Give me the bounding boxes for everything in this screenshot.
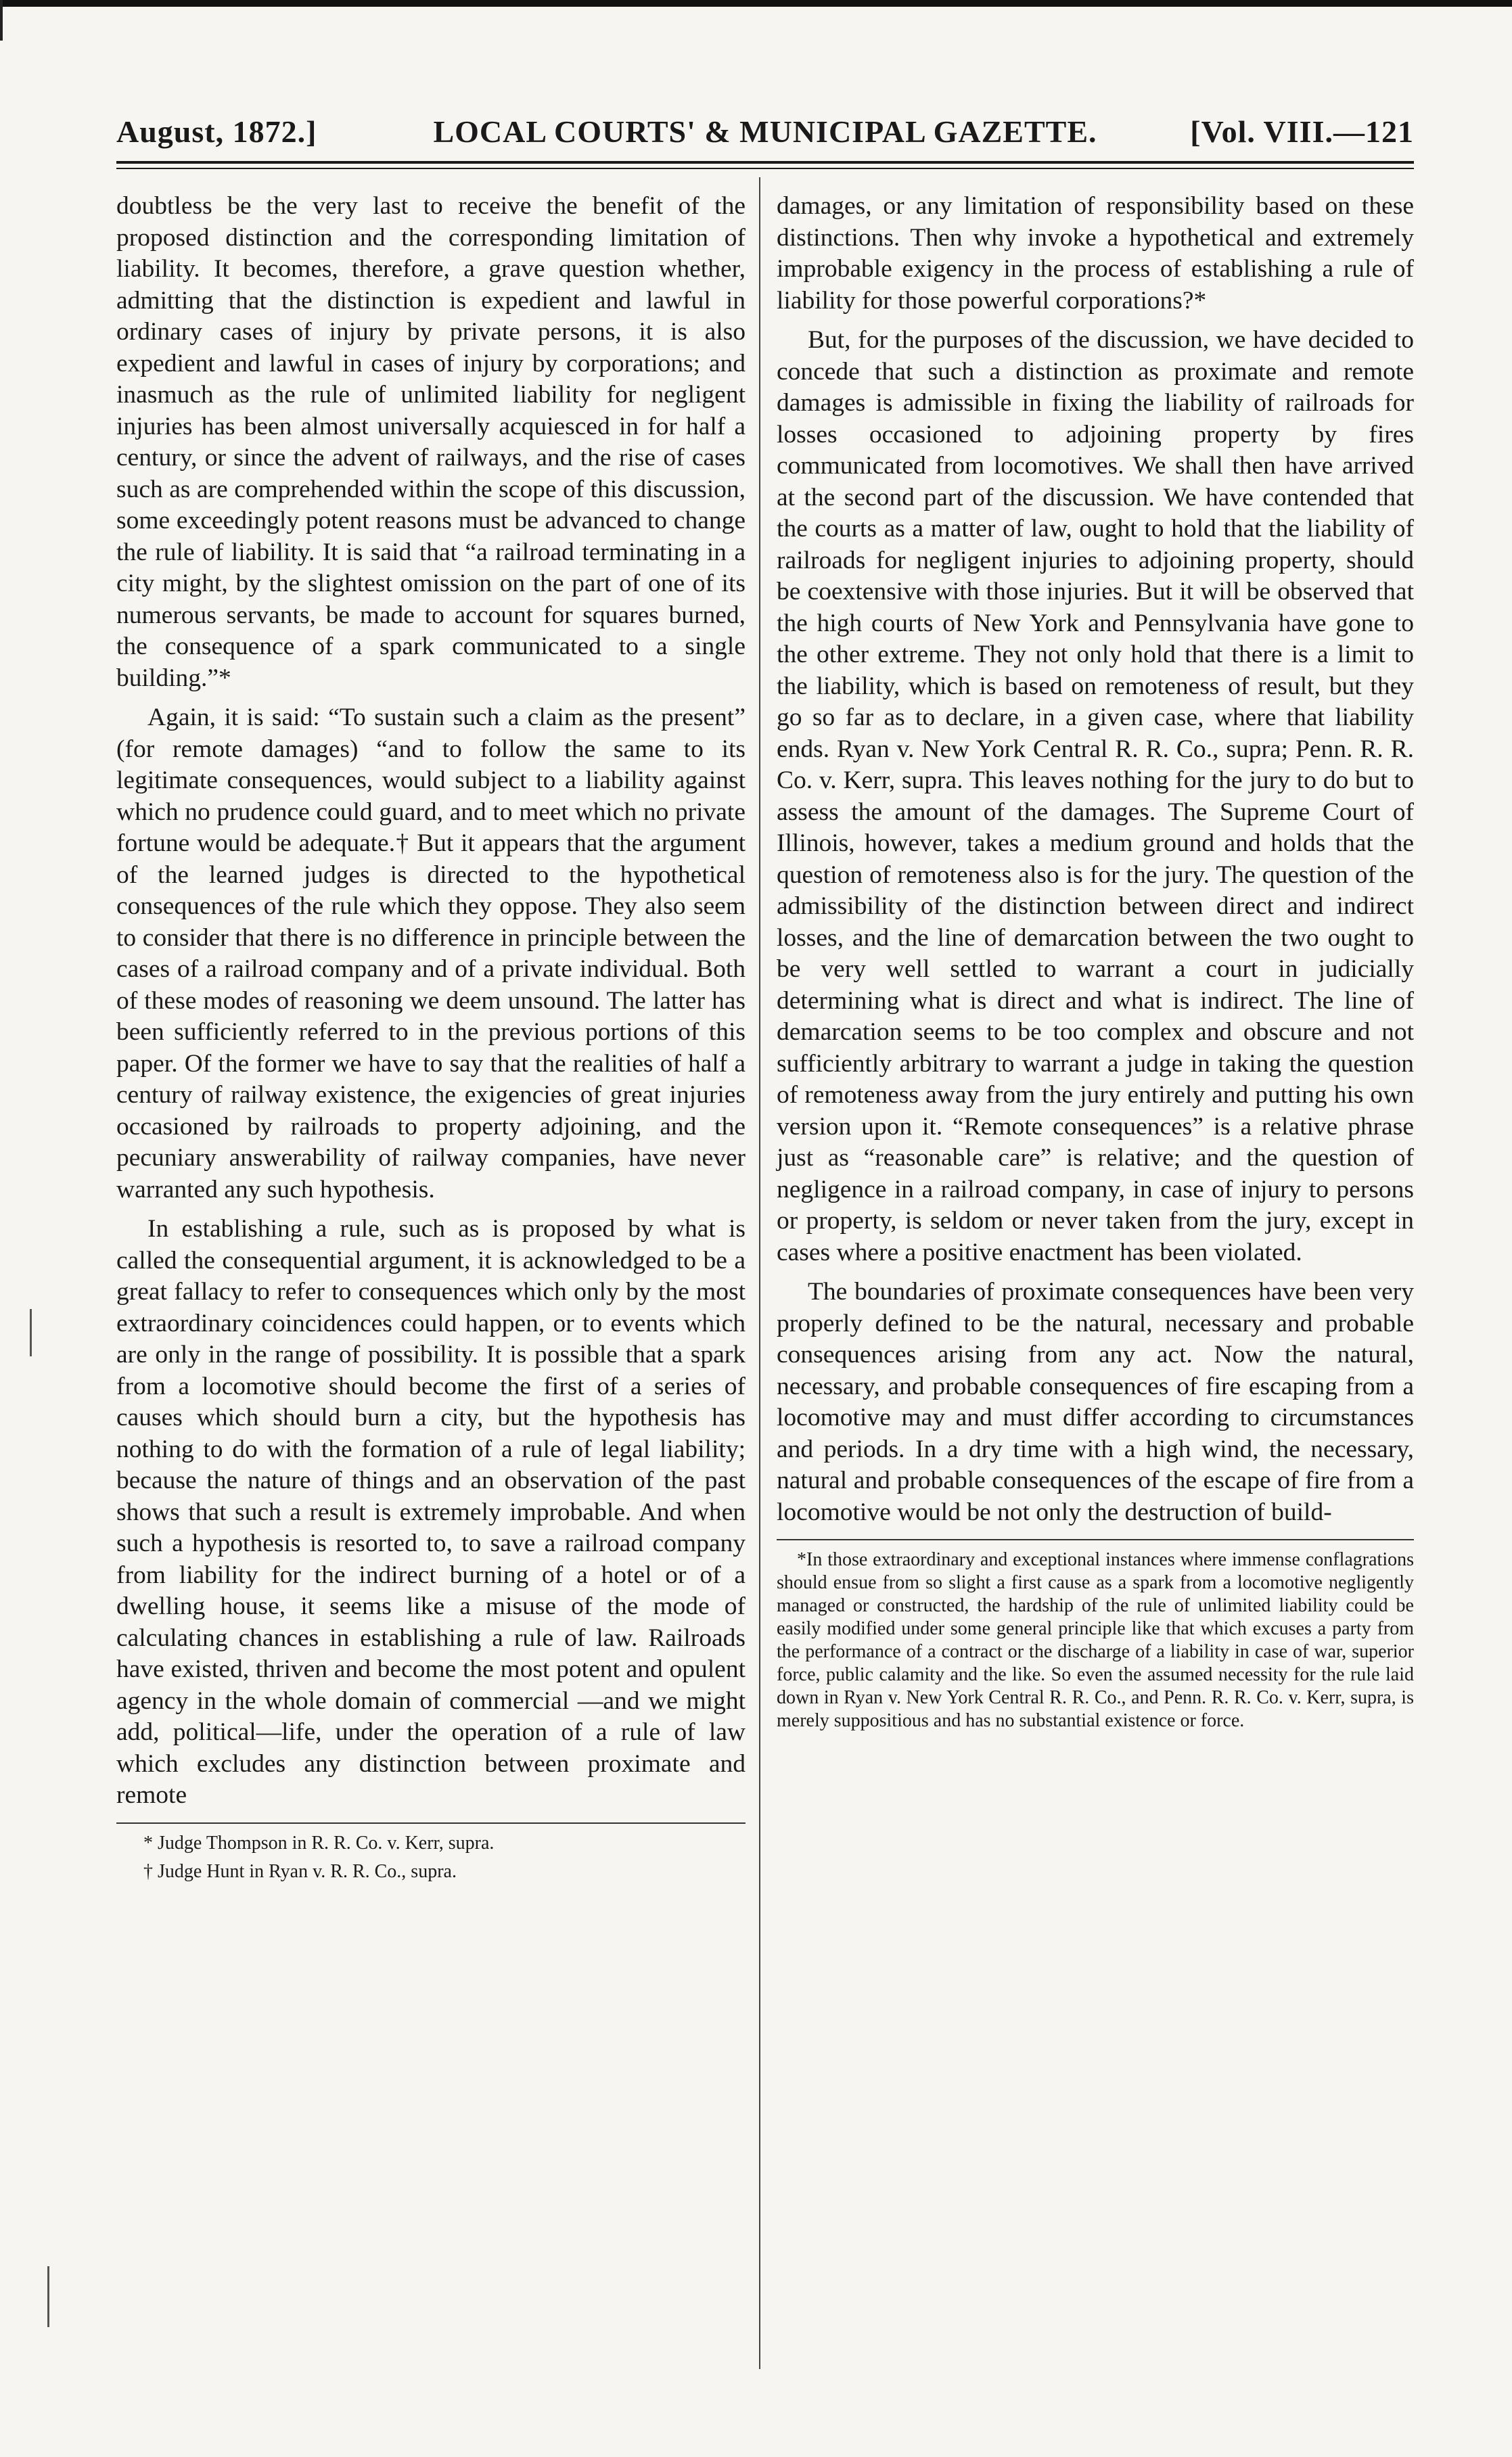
right-column — [777, 191, 1414, 1732]
footnote-dagger: † Judge Hunt in Ryan v. R. R. Co., supra. — [143, 1860, 457, 1882]
right-paragraph-3: The boundaries of proximate consequences have been very properly defined to be the natural, necessary and probable consequences arising from any act. Now the natural, necessary, and probable consequences of fire escaping from a locomotive may and must differ according to circumstances and periods. In a dry time with a high wind, the necessary, natural and probable consequences of the escape of fire from a locomotive would be not only the destruction of build- — [777, 1278, 1414, 1526]
left-paragraph-2: Again, it is said: “To sustain such a claim as the present” (for remote damages) “and to follow the same to its legitimate consequences, would subject to a liability against which no prudence could guard, and to meet which no private fortune would be adequate.† But it appears that the argument of the learned judges is directed to the hypothetical consequences of the rule which they oppose. They also seem to consider that there is no difference in principle between the cases of a railroad company and of a private individual. Both of these modes of reasoning we deem unsound. The latter has been sufficiently referred to in the previous portions of this paper. Of the former we have to say that the realities of half a century of railway existence, the exigencies of great injuries occasioned by railroads to property adjoining, and the pecuniary answerability of railway companies, have never warranted any such hypothesis. — [116, 704, 746, 1203]
footnote-star: * Judge Thompson in R. R. Co. v. Kerr, supra. — [143, 1832, 495, 1854]
right-footnote — [777, 1548, 1414, 1732]
left-paragraph-1: doubtless be the very last to receive the benefit of the proposed distinction and the corresponding limitation of liability. It becomes, therefore, a grave question whether, admitting that the distinction is expedient and lawful in ordinary cases of injury by private persons, it is also expedient and lawful in cases of injury by corporations; and inasmuch as the rule of unlimited liability for negligent injuries has been almost universally acquiesced in for half a century, or since the advent of railways, and the rise of cases such as are comprehended within the scope of this discussion, some exceedingly potent reasons must be advanced to change the rule of liability. It is said that “a railroad terminating in a city might, by the slightest omission on the part of one of its numerous servants, be made to account for squares burned, the consequence of a spark communicated to a single building.”* — [116, 192, 746, 692]
header-title: LOCAL COURTS' & MUNICIPAL GAZETTE. — [433, 114, 1097, 149]
header-date: August, 1872.] — [116, 114, 317, 149]
margin-mark — [30, 1309, 32, 1356]
left-paragraph-3: In establishing a rule, such as is proposed by what is called the consequential argument, it is acknowledged to be a great fallacy to refer to consequences which only by the most extraordinary coincidences could happen, or to events which are only in the range of possibility. It is possible that a spark from a locomotive should become the first of a series of causes which should burn a city, but the hypothesis has nothing to do with the formation of a rule of legal liability; because the nature of things and an observation of the past shows that such a result is extremely improbable. And when such a hypothesis is resorted to, to save a railroad company from liability for the indirect burning of a hotel or of a dwelling house, it seems like a misuse of the mode of calculating chances in establishing a rule of law. Railroads have existed, thriven and become the most potent and opulent agency in the whole domain of commercial —and we might add, political—life, under the operation of a rule of law which excludes any distinction between proximate and remote — [116, 1215, 746, 1809]
running-header — [116, 114, 1414, 154]
footnote-star-right: *In those extraordinary and exceptional instances where immense conflagrations should ensue from so slight a first cause as a spark from a locomotive negligently managed or constructed, the hardship of the rule of unlimited liability could be easily modified under some general principle like that which excuses a party from the performance of a contract or the discharge of a liability in case of war, superior force, public calamity and the like. So even the assumed necessity for the rule laid down in Ryan v. New York Central R. R. Co., and Penn. R. R. Co. v. Kerr, supra, is merely suppositious and has no substantial existence or force. — [777, 1549, 1414, 1731]
header-volume-page: [Vol. VIII.—121 — [1190, 114, 1414, 149]
right-paragraph-1: damages, or any limitation of responsibility based on these distinctions. Then why invoke a hypothetical and extremely improbable exigency in the process of establishing a rule of liability for those powerful corporations?* — [777, 192, 1414, 315]
column-divider — [759, 177, 760, 2369]
left-column — [116, 191, 746, 1883]
right-paragraph-2: But, for the purposes of the discussion, we have decided to concede that such a distinction as proximate and remote damages is admissible in fixing the liability of railroads for losses occasioned to adjoining property by fires communicated from locomotives. We shall then have arrived at the second part of the discussion. We have contended that the courts as a matter of law, ought to hold that the liability of railroads for negligent injuries to adjoining property, should be coextensive with those injuries. But it will be observed that the high courts of New York and Pennsylvania have gone to the other extreme. They not only hold that there is a limit to the liability, which is based on remoteness of result, but they go so far as to declare, in a given case, where that liability ends. Ryan v. New York Central R. R. Co., supra; Penn. R. R. Co. v. Kerr, supra. This leaves nothing for the jury to do but to assess the amount of the damages. The Supreme Court of Illinois, however, takes a medium ground and holds that the question of remoteness also is for the jury. The question of the admissibility of the distinction between direct and indirect losses, and the line of demarcation between the two ought to be very well settled to warrant a court in judicially determining what is direct and what is indirect. The line of demarcation seems to be too complex and obscure and not sufficiently arbitrary to warrant a judge in taking the question of remoteness away from the jury entirely and putting his own version upon it. “Remote consequences” is a relative phrase just as “reasonable care” is relative; and the question of negligence in a railroad company, in case of injury to persons or property, is seldom or never taken from the jury, except in cases where a positive enactment has been violated. — [777, 326, 1414, 1266]
header-rule-thin — [116, 168, 1414, 169]
footnote-rule-left — [116, 1822, 746, 1824]
header-rule — [116, 161, 1414, 164]
left-footnotes — [116, 1832, 746, 1883]
margin-mark — [47, 2266, 49, 2327]
binding-mark — [0, 0, 3, 41]
top-border-rule — [0, 0, 1512, 7]
footnote-rule-right — [777, 1539, 1414, 1540]
